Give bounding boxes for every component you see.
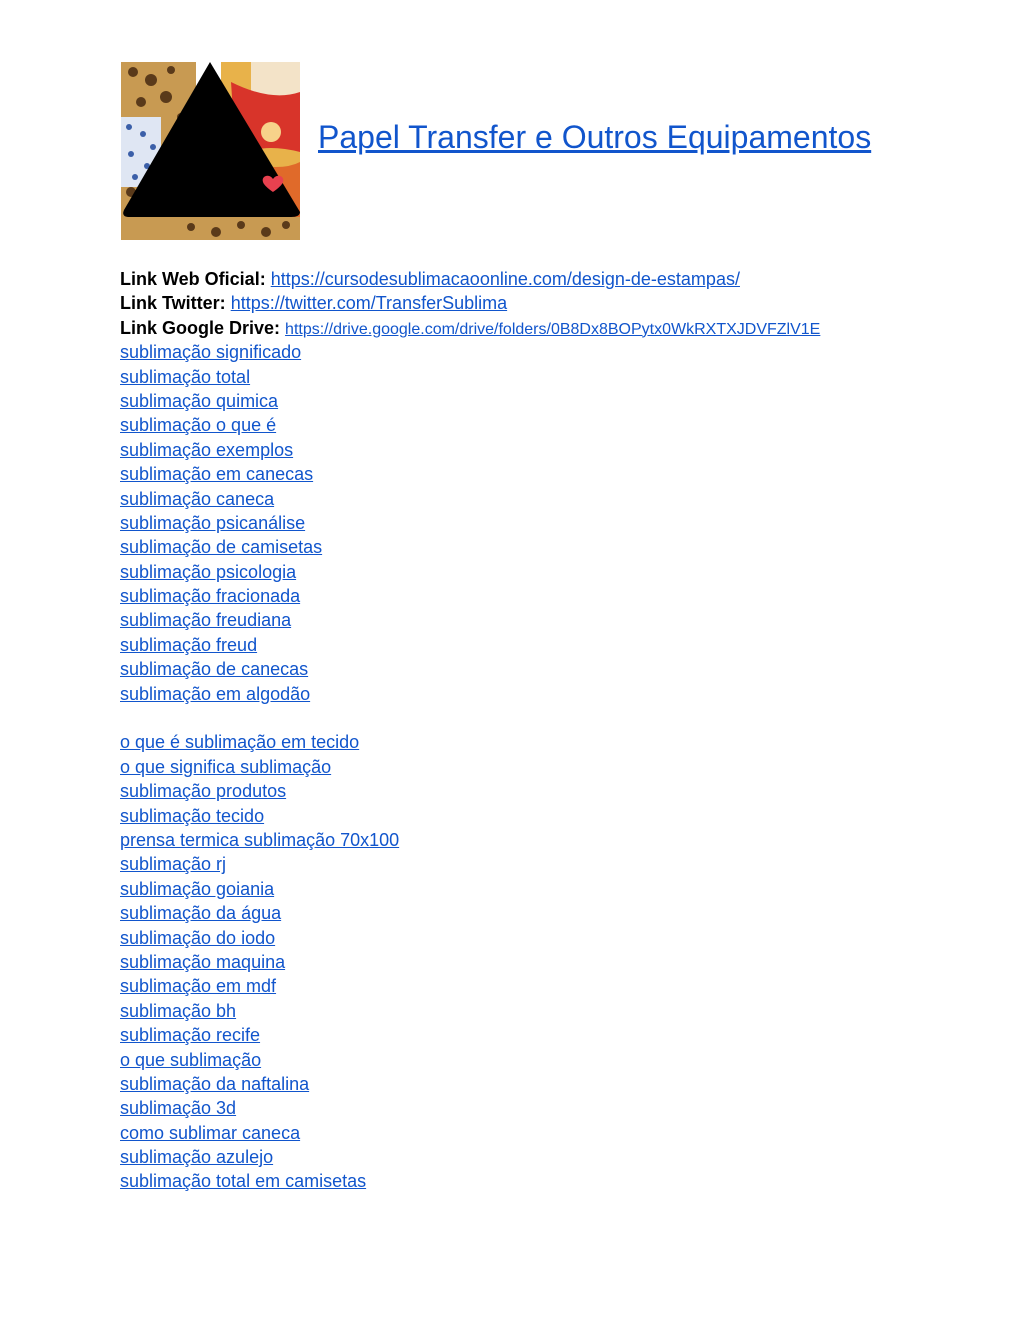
list-item[interactable]: o que é sublimação em tecido — [120, 732, 360, 753]
keyword-list-2 — [120, 730, 980, 1193]
list-item[interactable]: sublimação fracionada — [120, 586, 301, 607]
document-title-link[interactable]: Papel Transfer e Outros Equipamentos — [318, 119, 872, 155]
list-item[interactable]: sublimação psicologia — [120, 561, 297, 582]
list-item[interactable]: sublimação exemplos — [120, 439, 294, 460]
list-item[interactable]: sublimação freudiana — [120, 610, 292, 631]
website-label: Link Web Oficial: — [120, 269, 266, 289]
meta-line-website — [120, 267, 980, 291]
list-item[interactable]: sublimação rj — [120, 854, 227, 875]
list-item[interactable]: como sublimar caneca — [120, 1122, 301, 1143]
drive-label: Link Google Drive: — [120, 317, 281, 338]
list-item[interactable]: sublimação em algodão — [120, 683, 311, 704]
list-item[interactable]: sublimação recife — [120, 1025, 261, 1046]
paragraph-spacer — [120, 706, 980, 730]
list-item[interactable]: sublimação 3d — [120, 1098, 237, 1119]
list-item[interactable]: sublimação total em camisetas — [120, 1171, 367, 1192]
list-item[interactable]: sublimação o que é — [120, 415, 277, 436]
list-item[interactable]: sublimação freud — [120, 634, 258, 655]
list-item[interactable]: sublimação significado — [120, 342, 302, 363]
list-item[interactable]: sublimação de canecas — [120, 659, 309, 680]
logo-image — [121, 62, 300, 240]
list-item[interactable]: sublimação em canecas — [120, 464, 314, 485]
list-item[interactable]: o que sublimação — [120, 1049, 262, 1070]
list-item[interactable]: sublimação azulejo — [120, 1147, 274, 1168]
list-item[interactable]: sublimação caneca — [120, 488, 275, 509]
list-item[interactable]: sublimação goiania — [120, 878, 275, 899]
list-item[interactable]: o que significa sublimação — [120, 756, 332, 777]
list-item[interactable]: prensa termica sublimação 70x100 — [120, 829, 400, 850]
list-item[interactable]: sublimação de camisetas — [120, 537, 323, 558]
meta-line-twitter — [120, 291, 980, 315]
twitter-label: Link Twitter: — [120, 293, 226, 314]
list-item[interactable]: sublimação tecido — [120, 805, 265, 826]
twitter-link[interactable]: https://twitter.com/TransferSublima — [230, 293, 508, 314]
website-link[interactable]: https://cursodesublimacaoonline.com/design-de-estampas/ — [270, 269, 740, 289]
list-item[interactable]: sublimação bh — [120, 1000, 237, 1021]
meta-line-drive — [120, 316, 980, 340]
list-item[interactable]: sublimação quimica — [120, 390, 279, 411]
list-item[interactable]: sublimação em mdf — [120, 976, 277, 997]
content-body — [120, 267, 980, 1194]
keyword-list-1 — [120, 340, 980, 706]
list-item[interactable]: sublimação do iodo — [120, 927, 276, 948]
drive-link[interactable]: https://drive.google.com/drive/folders/0B8Dx8BOPytx0WkRXTXJDVFZlV1E — [285, 320, 821, 338]
list-item[interactable]: sublimação da naftalina — [120, 1073, 310, 1094]
list-item[interactable]: sublimação psicanálise — [120, 512, 306, 533]
list-item[interactable]: sublimação produtos — [120, 781, 287, 802]
list-item[interactable]: sublimação da água — [120, 903, 282, 924]
list-item[interactable]: sublimação total — [120, 366, 251, 387]
list-item[interactable]: sublimação maquina — [120, 951, 286, 972]
